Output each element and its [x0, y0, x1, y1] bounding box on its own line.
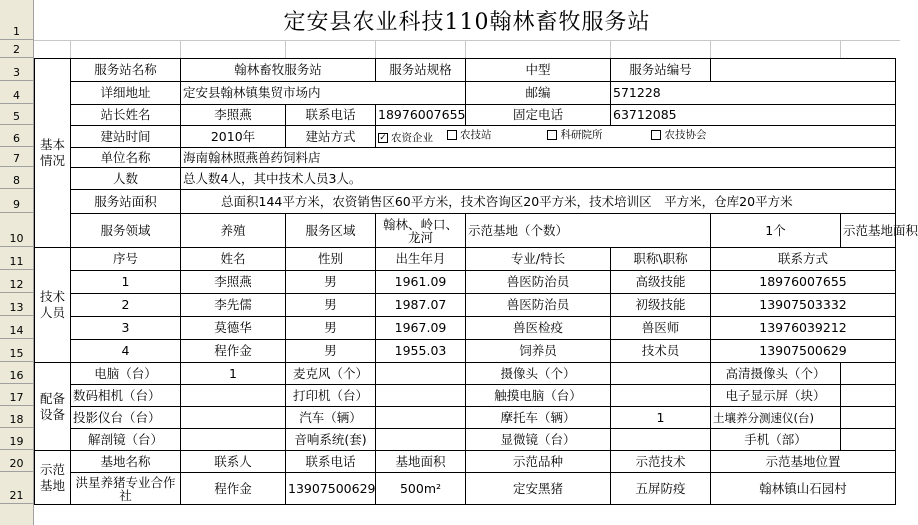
equip-value[interactable]: [181, 385, 286, 407]
checkbox-option[interactable]: 农技协会: [651, 128, 706, 142]
row-number[interactable]: 2: [0, 40, 33, 58]
equip-label[interactable]: 高清摄像头（个）: [711, 363, 841, 385]
staff-cell[interactable]: 13907500629: [711, 340, 896, 363]
row-number[interactable]: 4: [0, 81, 33, 104]
demo-cell[interactable]: 500m²: [376, 473, 466, 505]
checkbox-option[interactable]: 农技站: [447, 128, 492, 142]
equip-label[interactable]: 摄像头（个）: [466, 363, 611, 385]
staff-header[interactable]: 姓名: [181, 248, 286, 271]
cell-label[interactable]: 服务领域: [71, 214, 181, 248]
equip-label[interactable]: 土壤养分测速仪(台): [711, 407, 841, 429]
checkbox-icon[interactable]: [447, 130, 457, 140]
staff-cell[interactable]: 1987.07: [376, 294, 466, 317]
equip-value[interactable]: [376, 385, 466, 407]
demo-cell[interactable]: 洪星养猪专业合作社: [71, 473, 181, 505]
section-basic: 基本情况: [35, 59, 71, 248]
equip-value[interactable]: [181, 429, 286, 451]
equip-label[interactable]: 手机（部）: [711, 429, 841, 451]
row-number[interactable]: 7: [0, 147, 33, 167]
checkbox-option[interactable]: ✓ 农资企业: [379, 132, 434, 144]
staff-cell[interactable]: 男: [286, 317, 376, 340]
demo-cell[interactable]: 定安黑猪: [466, 473, 611, 505]
row-number[interactable]: 5: [0, 104, 33, 125]
staff-cell[interactable]: 3: [71, 317, 181, 340]
demo-header[interactable]: 示范基地位置: [711, 451, 896, 473]
row-number[interactable]: 10: [0, 213, 33, 247]
row-number[interactable]: 18: [0, 406, 33, 428]
demo-header[interactable]: 基地面积: [376, 451, 466, 473]
equip-label[interactable]: 显微镜（台）: [466, 429, 611, 451]
staff-cell[interactable]: 兽医防治员: [466, 294, 611, 317]
cell-label[interactable]: 服务站规格: [376, 59, 466, 82]
cell-scale[interactable]: 中型: [466, 59, 611, 82]
staff-header[interactable]: 联系方式: [711, 248, 896, 271]
cell-label[interactable]: 人数: [71, 168, 181, 190]
equip-value[interactable]: 1: [181, 363, 286, 385]
section-equip: 配备设备: [35, 363, 71, 451]
demo-cell[interactable]: 五屏防疫: [611, 473, 711, 505]
cell-label[interactable]: 站长姓名: [71, 105, 181, 126]
staff-header[interactable]: 序号: [71, 248, 181, 271]
staff-cell[interactable]: 兽医检疫: [466, 317, 611, 340]
row-number[interactable]: 14: [0, 316, 33, 339]
equip-value[interactable]: 1: [611, 407, 711, 429]
staff-cell[interactable]: 程作金: [181, 340, 286, 363]
staff-cell[interactable]: 莫德华: [181, 317, 286, 340]
equip-value[interactable]: [376, 407, 466, 429]
row-number[interactable]: 9: [0, 189, 33, 213]
row-number[interactable]: 1: [0, 0, 33, 40]
row-number[interactable]: 3: [0, 58, 33, 81]
staff-cell[interactable]: 高级技能: [611, 271, 711, 294]
staff-cell[interactable]: 13907503332: [711, 294, 896, 317]
demo-cell[interactable]: 翰林镇山石园村: [711, 473, 896, 505]
equip-label[interactable]: 汽车（辆）: [286, 407, 376, 429]
cell-label[interactable]: 联系电话: [286, 105, 376, 126]
section-demo: 示范基地: [35, 451, 71, 505]
cell-demo-count[interactable]: 1个: [711, 214, 841, 248]
staff-cell[interactable]: 1: [71, 271, 181, 294]
equip-value[interactable]: [611, 385, 711, 407]
cell-domain[interactable]: 养殖: [181, 214, 286, 248]
equip-value[interactable]: [841, 385, 896, 407]
cell-fixed-phone[interactable]: 63712085: [611, 105, 896, 126]
cell-label[interactable]: 建站时间: [71, 126, 181, 148]
demo-header[interactable]: 示范技术: [611, 451, 711, 473]
staff-cell[interactable]: 13976039212: [711, 317, 896, 340]
cell-label[interactable]: 服务区域: [286, 214, 376, 248]
equip-label[interactable]: 摩托车（辆）: [466, 407, 611, 429]
row-number[interactable]: 13: [0, 293, 33, 316]
equip-label[interactable]: 音响系统(套): [286, 429, 376, 451]
cell-label[interactable]: 建站方式: [286, 126, 376, 148]
cell-label[interactable]: 详细地址: [71, 82, 181, 105]
cell-station-name[interactable]: 翰林畜牧服务站: [181, 59, 376, 82]
equip-value[interactable]: [376, 429, 466, 451]
equip-value[interactable]: [611, 429, 711, 451]
cell-built-time[interactable]: 2010年: [181, 126, 286, 148]
equip-label[interactable]: 投影仪台（台）: [71, 407, 181, 429]
cell-head[interactable]: 李照燕: [181, 105, 286, 126]
staff-cell[interactable]: 1967.09: [376, 317, 466, 340]
cell-phone[interactable]: 18976007655: [376, 105, 466, 126]
equip-label[interactable]: 麦克风（个）: [286, 363, 376, 385]
equip-label[interactable]: 触摸电脑（台）: [466, 385, 611, 407]
row-number[interactable]: 20: [0, 450, 33, 472]
row-number[interactable]: 19: [0, 428, 33, 450]
row-number[interactable]: 16: [0, 362, 33, 384]
equip-value[interactable]: [841, 407, 896, 429]
staff-cell[interactable]: 李照燕: [181, 271, 286, 294]
staff-cell[interactable]: 李先儒: [181, 294, 286, 317]
cell-code[interactable]: [711, 59, 896, 82]
cell-label[interactable]: 固定电话: [466, 105, 611, 126]
demo-header[interactable]: 联系人: [181, 451, 286, 473]
staff-cell[interactable]: 1961.09: [376, 271, 466, 294]
cell-people[interactable]: 总人数4人，其中技术人员3人。: [181, 168, 896, 190]
row-number[interactable]: 8: [0, 167, 33, 189]
equip-value[interactable]: [841, 429, 896, 451]
cell-region[interactable]: 翰林、岭口、龙河: [376, 214, 466, 248]
row-number[interactable]: 17: [0, 384, 33, 406]
cell-label[interactable]: 邮编: [466, 82, 611, 105]
cell-address[interactable]: 定安县翰林镇集贸市场内: [181, 82, 466, 105]
row-number[interactable]: 6: [0, 125, 33, 147]
staff-cell[interactable]: 18976007655: [711, 271, 896, 294]
row-number[interactable]: 21: [0, 472, 33, 504]
demo-header[interactable]: 联系电话: [286, 451, 376, 473]
staff-cell[interactable]: 男: [286, 340, 376, 363]
equip-label[interactable]: 电子显示屏（块）: [711, 385, 841, 407]
staff-header[interactable]: 性别: [286, 248, 376, 271]
equip-label[interactable]: 数码相机（台）: [71, 385, 181, 407]
checkbox-icon[interactable]: [547, 130, 557, 140]
staff-cell[interactable]: 兽医防治员: [466, 271, 611, 294]
equip-label[interactable]: 电脑（台）: [71, 363, 181, 385]
cell-label[interactable]: 示范基地（个数）: [466, 214, 711, 248]
sheet-title[interactable]: 定安县农业科技110翰林畜牧服务站: [34, 0, 900, 41]
equip-value[interactable]: [376, 363, 466, 385]
staff-cell[interactable]: 兽医师: [611, 317, 711, 340]
demo-header[interactable]: 基地名称: [71, 451, 181, 473]
cell-built-options: [376, 126, 896, 148]
row-number[interactable]: 15: [0, 339, 33, 362]
demo-header[interactable]: 示范品种: [466, 451, 611, 473]
row-number[interactable]: 11: [0, 247, 33, 270]
equip-value[interactable]: [841, 363, 896, 385]
equip-value[interactable]: [611, 363, 711, 385]
cell-postcode[interactable]: 571228: [611, 82, 896, 105]
cell-label[interactable]: 服务站名称: [71, 59, 181, 82]
cell-label[interactable]: 服务站面积: [71, 190, 181, 214]
checkbox-option[interactable]: 科研院所: [547, 128, 602, 142]
row-number[interactable]: 12: [0, 270, 33, 293]
checkbox-icon[interactable]: [651, 130, 661, 140]
cell-area[interactable]: 总面积144平方米，农资销售区60平方米，技术咨询区20平方米，技术培训区 平方米，仓库20平方米: [181, 190, 896, 214]
equip-label[interactable]: 解剖镜（台）: [71, 429, 181, 451]
equip-label[interactable]: 打印机（台）: [286, 385, 376, 407]
cell-label[interactable]: 示范基地面积: [841, 214, 896, 248]
staff-cell[interactable]: 1955.03: [376, 340, 466, 363]
cell-unit[interactable]: 海南翰林照燕兽药饲料店: [181, 148, 896, 168]
equip-value[interactable]: [181, 407, 286, 429]
demo-cell[interactable]: 程作金: [181, 473, 286, 505]
staff-cell[interactable]: 初级技能: [611, 294, 711, 317]
staff-header[interactable]: 专业/特长: [466, 248, 611, 271]
staff-header[interactable]: 出生年月: [376, 248, 466, 271]
staff-cell[interactable]: 4: [71, 340, 181, 363]
info-table: [34, 58, 918, 505]
staff-header[interactable]: 职称\职称: [611, 248, 711, 271]
section-tech: 技术人员: [35, 248, 71, 363]
staff-cell[interactable]: 2: [71, 294, 181, 317]
cell-label[interactable]: 单位名称: [71, 148, 181, 168]
cell-label[interactable]: 服务站编号: [611, 59, 711, 82]
checkbox-icon[interactable]: ✓: [379, 133, 387, 143]
staff-cell[interactable]: 饲养员: [466, 340, 611, 363]
demo-cell[interactable]: 13907500629: [286, 473, 376, 505]
staff-cell[interactable]: 技术员: [611, 340, 711, 363]
staff-cell[interactable]: 男: [286, 294, 376, 317]
staff-cell[interactable]: 男: [286, 271, 376, 294]
